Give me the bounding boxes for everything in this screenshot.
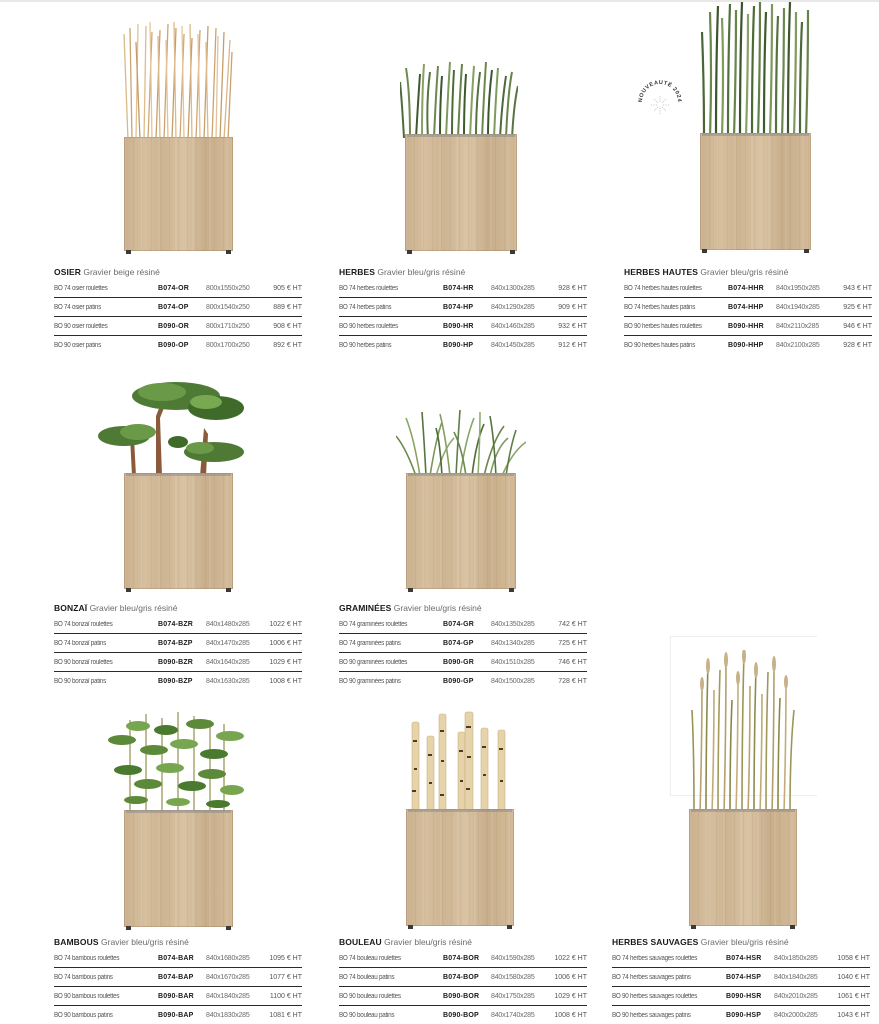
row-code: B074-GP <box>443 639 474 647</box>
sunburst-icon <box>632 72 688 128</box>
product-finish: Gravier bleu/gris résiné <box>89 603 178 613</box>
row-label: BO 74 graminées patins <box>339 639 401 647</box>
planter-foot <box>691 925 696 929</box>
row-price: 1022 € HT <box>554 954 587 962</box>
row-label: BO 74 osier patins <box>54 303 101 311</box>
table-row <box>624 317 872 336</box>
table-row <box>339 336 587 354</box>
bambous-spec-table <box>54 937 302 1024</box>
row-price: 928 € HT <box>558 284 587 292</box>
planter-foot <box>226 926 231 930</box>
row-code: B074-GR <box>443 620 474 628</box>
row-code: B074-BAR <box>158 954 194 962</box>
table-row <box>339 653 587 672</box>
row-dims: 840x1510x285 <box>491 658 535 666</box>
product-name: BOULEAU <box>339 937 382 947</box>
row-label: BO 90 bonzaï patins <box>54 677 106 685</box>
row-code: B074-HSP <box>726 973 762 981</box>
table-row <box>54 968 302 987</box>
osier-spec-table <box>54 267 302 354</box>
planter-rim <box>407 134 515 137</box>
table-row <box>54 279 302 298</box>
badge-text: NOUVEAUTÉ 2024 <box>637 79 683 103</box>
row-label: BO 74 bonzaï patins <box>54 639 106 647</box>
row-dims: 840x1300x285 <box>491 284 535 292</box>
table-row <box>54 317 302 336</box>
planter-rim <box>702 133 809 136</box>
row-dims: 840x1940x285 <box>776 303 820 311</box>
row-code: B074-HHR <box>728 284 764 292</box>
row-label: BO 90 herbes sauvages roulettes <box>612 992 698 1000</box>
table-row <box>54 987 302 1006</box>
table-row <box>54 653 302 672</box>
row-code: B090-OR <box>158 322 189 330</box>
row-price: 1058 € HT <box>837 954 870 962</box>
row-price: 1029 € HT <box>554 992 587 1000</box>
table-row <box>54 949 302 968</box>
planter-rim <box>691 809 795 812</box>
row-code: B090-GP <box>443 677 474 685</box>
row-dims: 840x1630x285 <box>206 677 250 685</box>
herbes-sauvages-spec-table <box>612 937 870 1024</box>
table-row <box>54 336 302 354</box>
row-code: B074-OR <box>158 284 189 292</box>
planter-rim <box>408 473 514 476</box>
row-price: 1081 € HT <box>269 1011 302 1019</box>
row-code: B090-BOR <box>443 992 480 1000</box>
row-dims: 800x1550x250 <box>206 284 250 292</box>
table-row <box>624 336 872 354</box>
row-label: BO 90 bouleau roulettes <box>339 992 401 1000</box>
row-price: 912 € HT <box>558 341 587 349</box>
row-code: B090-HSR <box>726 992 762 1000</box>
herbes-sauvages-plant-image <box>690 650 798 814</box>
row-label: BO 74 herbes roulettes <box>339 284 398 292</box>
product-finish: Gravier bleu/gris résiné <box>393 603 482 613</box>
planter-rim <box>126 810 231 813</box>
row-code: B074-HR <box>443 284 474 292</box>
table-row <box>339 987 587 1006</box>
row-code: B074-HSR <box>726 954 762 962</box>
row-dims: 800x1710x250 <box>206 322 250 330</box>
osier-plant-image <box>122 22 234 140</box>
row-dims: 800x1700x250 <box>206 341 250 349</box>
product-name: GRAMINÉES <box>339 603 392 613</box>
product-name: HERBES HAUTES <box>624 267 699 277</box>
row-price: 928 € HT <box>843 341 872 349</box>
product-name: OSIER <box>54 267 81 277</box>
row-dims: 840x1680x285 <box>206 954 250 962</box>
product-name: HERBES <box>339 267 376 277</box>
planter-foot <box>126 250 131 254</box>
row-label: BO 74 graminées roulettes <box>339 620 408 628</box>
planter-foot <box>790 925 795 929</box>
row-dims: 840x1840x285 <box>206 992 250 1000</box>
row-code: B090-HP <box>443 341 474 349</box>
herbes-hautes-plant-image <box>700 2 812 136</box>
product-title <box>54 267 302 279</box>
table-row <box>339 615 587 634</box>
row-code: B090-HHR <box>728 322 764 330</box>
row-price: 932 € HT <box>558 322 587 330</box>
planter-foot <box>126 926 131 930</box>
product-name: BAMBOUS <box>54 937 99 947</box>
row-code: B074-HHP <box>728 303 764 311</box>
planter-foot <box>226 588 231 592</box>
row-dims: 840x1590x285 <box>491 954 535 962</box>
product-title <box>339 603 587 615</box>
table-row <box>612 1006 870 1024</box>
planter-rim <box>126 473 231 476</box>
row-dims: 840x1750x285 <box>491 992 535 1000</box>
row-code: B074-HP <box>443 303 474 311</box>
row-label: BO 90 graminées roulettes <box>339 658 408 666</box>
table-row <box>339 1006 587 1024</box>
product-finish: Gravier bleu/gris résiné <box>101 937 189 947</box>
graminees-spec-table <box>339 603 587 690</box>
planter-foot <box>702 249 707 253</box>
row-label: BO 90 osier roulettes <box>54 322 108 330</box>
row-label: BO 90 bambous patins <box>54 1011 113 1019</box>
row-dims: 840x1830x285 <box>206 1011 250 1019</box>
row-dims: 840x1670x285 <box>206 973 250 981</box>
herbes-spec-table <box>339 267 587 354</box>
product-title <box>54 603 302 615</box>
row-code: B090-OP <box>158 341 189 349</box>
row-label: BO 74 herbes sauvages patins <box>612 973 691 981</box>
row-dims: 840x1740x285 <box>491 1011 535 1019</box>
table-row <box>54 672 302 690</box>
table-row <box>339 317 587 336</box>
planter-foot <box>408 925 413 929</box>
product-finish: Gravier bleu/gris résiné <box>700 937 789 947</box>
row-label: BO 74 bambous patins <box>54 973 113 981</box>
row-label: BO 90 bambous roulettes <box>54 992 120 1000</box>
planter-foot <box>507 925 512 929</box>
row-dims: 840x1460x285 <box>491 322 535 330</box>
table-row <box>54 634 302 653</box>
row-label: BO 90 herbes patins <box>339 341 392 349</box>
row-price: 1077 € HT <box>269 973 302 981</box>
bonzai-plant-image <box>96 378 248 476</box>
bouleau-planter <box>406 809 514 926</box>
table-row <box>612 987 870 1006</box>
row-code: B090-BZP <box>158 677 193 685</box>
row-label: BO 74 bonzaï roulettes <box>54 620 113 628</box>
row-price: 909 € HT <box>558 303 587 311</box>
herbes-hautes-planter <box>700 133 811 250</box>
row-label: BO 74 bouleau patins <box>339 973 395 981</box>
table-row <box>54 298 302 317</box>
row-label: BO 74 herbes sauvages roulettes <box>612 954 698 962</box>
product-name: BONZAÏ <box>54 603 88 613</box>
row-price: 905 € HT <box>273 284 302 292</box>
row-price: 1008 € HT <box>554 1011 587 1019</box>
row-code: B074-BZP <box>158 639 193 647</box>
row-code: B090-BAR <box>158 992 194 1000</box>
row-dims: 840x1470x285 <box>206 639 250 647</box>
table-row <box>339 298 587 317</box>
row-label: BO 74 bambous roulettes <box>54 954 120 962</box>
product-finish: Gravier bleu/gris résiné <box>377 267 466 277</box>
table-row <box>612 949 870 968</box>
graminees-planter <box>406 473 516 589</box>
herbes-sauvages-planter <box>689 809 797 926</box>
planter-rim <box>408 809 512 812</box>
table-row <box>339 634 587 653</box>
row-dims: 840x2110x285 <box>776 322 820 330</box>
row-code: B074-BZR <box>158 620 194 628</box>
table-row <box>612 968 870 987</box>
row-dims: 840x1290x285 <box>491 303 535 311</box>
row-label: BO 90 bonzaï roulettes <box>54 658 113 666</box>
row-dims: 840x1480x285 <box>206 620 250 628</box>
herbes-planter <box>405 134 517 251</box>
bonzai-spec-table <box>54 603 302 690</box>
graminees-plant-image <box>396 408 526 476</box>
row-label: BO 90 herbes hautes roulettes <box>624 322 702 330</box>
row-label: BO 90 bouleau patins <box>339 1011 395 1019</box>
row-price: 1029 € HT <box>269 658 302 666</box>
row-dims: 840x2010x285 <box>774 992 818 1000</box>
row-price: 746 € HT <box>558 658 587 666</box>
row-dims: 840x1950x285 <box>776 284 820 292</box>
row-dims: 840x1350x285 <box>491 620 535 628</box>
product-title <box>54 937 302 949</box>
row-dims: 800x1540x250 <box>206 303 250 311</box>
bouleau-plant-image <box>408 710 512 812</box>
bonzai-planter <box>124 473 233 589</box>
row-code: B090-HR <box>443 322 474 330</box>
planter-foot <box>509 588 514 592</box>
row-dims: 840x1450x285 <box>491 341 535 349</box>
row-price: 1008 € HT <box>269 677 302 685</box>
row-price: 1040 € HT <box>837 973 870 981</box>
row-code: B090-GR <box>443 658 474 666</box>
row-price: 1006 € HT <box>554 973 587 981</box>
row-label: BO 90 herbes sauvages patins <box>612 1011 691 1019</box>
row-code: B090-BOP <box>443 1011 479 1019</box>
row-price: 892 € HT <box>273 341 302 349</box>
planter-foot <box>804 249 809 253</box>
table-row <box>54 1006 302 1024</box>
table-row <box>624 298 872 317</box>
row-price: 1100 € HT <box>269 992 302 1000</box>
row-code: B090-HSP <box>726 1011 762 1019</box>
herbes-hautes-spec-table <box>624 267 872 354</box>
new-2024-badge <box>632 72 688 128</box>
row-dims: 840x1640x285 <box>206 658 250 666</box>
table-row <box>54 615 302 634</box>
row-code: B074-BOP <box>443 973 479 981</box>
planter-foot <box>510 250 515 254</box>
row-label: BO 90 graminées patins <box>339 677 401 685</box>
row-dims: 840x2000x285 <box>774 1011 818 1019</box>
product-finish: Gravier beige résiné <box>83 267 160 277</box>
product-title <box>624 267 872 279</box>
planter-foot <box>408 588 413 592</box>
product-finish: Gravier bleu/gris résiné <box>384 937 472 947</box>
row-price: 1043 € HT <box>837 1011 870 1019</box>
bambous-planter <box>124 810 233 927</box>
row-price: 1061 € HT <box>837 992 870 1000</box>
planter-foot <box>407 250 412 254</box>
row-code: B090-HHP <box>728 341 764 349</box>
row-code: B074-BOR <box>443 954 480 962</box>
row-label: BO 74 herbes patins <box>339 303 392 311</box>
product-title <box>612 937 870 949</box>
row-price: 889 € HT <box>273 303 302 311</box>
row-price: 946 € HT <box>843 322 872 330</box>
row-label: BO 90 osier patins <box>54 341 101 349</box>
row-label: BO 74 herbes hautes roulettes <box>624 284 702 292</box>
product-title <box>339 937 587 949</box>
row-dims: 840x1340x285 <box>491 639 535 647</box>
row-code: B090-BZR <box>158 658 194 666</box>
row-dims: 840x2100x285 <box>776 341 820 349</box>
table-row <box>339 279 587 298</box>
row-price: 725 € HT <box>558 639 587 647</box>
row-price: 1006 € HT <box>269 639 302 647</box>
row-label: BO 74 osier roulettes <box>54 284 108 292</box>
row-code: B074-BAP <box>158 973 194 981</box>
row-label: BO 74 herbes hautes patins <box>624 303 696 311</box>
row-label: BO 90 herbes hautes patins <box>624 341 696 349</box>
row-price: 943 € HT <box>843 284 872 292</box>
row-price: 742 € HT <box>558 620 587 628</box>
planter-foot <box>226 250 231 254</box>
table-row <box>339 949 587 968</box>
row-label: BO 74 bouleau roulettes <box>339 954 401 962</box>
row-price: 1095 € HT <box>269 954 302 962</box>
bambous-plant-image <box>108 710 244 812</box>
row-price: 925 € HT <box>843 303 872 311</box>
row-code: B074-OP <box>158 303 189 311</box>
bouleau-spec-table <box>339 937 587 1024</box>
row-price: 908 € HT <box>273 322 302 330</box>
table-row <box>624 279 872 298</box>
planter-foot <box>126 588 131 592</box>
row-dims: 840x1580x285 <box>491 973 535 981</box>
row-dims: 840x1500x285 <box>491 677 535 685</box>
row-code: B090-BAP <box>158 1011 194 1019</box>
product-finish: Gravier bleu/gris résiné <box>700 267 789 277</box>
row-dims: 840x1850x285 <box>774 954 818 962</box>
osier-planter <box>124 137 233 251</box>
product-title <box>339 267 587 279</box>
row-label: BO 90 herbes roulettes <box>339 322 398 330</box>
row-dims: 840x1840x285 <box>774 973 818 981</box>
herbes-plant-image <box>400 62 518 138</box>
row-price: 728 € HT <box>558 677 587 685</box>
product-name: HERBES SAUVAGES <box>612 937 699 947</box>
table-row <box>339 968 587 987</box>
table-row <box>339 672 587 690</box>
row-price: 1022 € HT <box>269 620 302 628</box>
